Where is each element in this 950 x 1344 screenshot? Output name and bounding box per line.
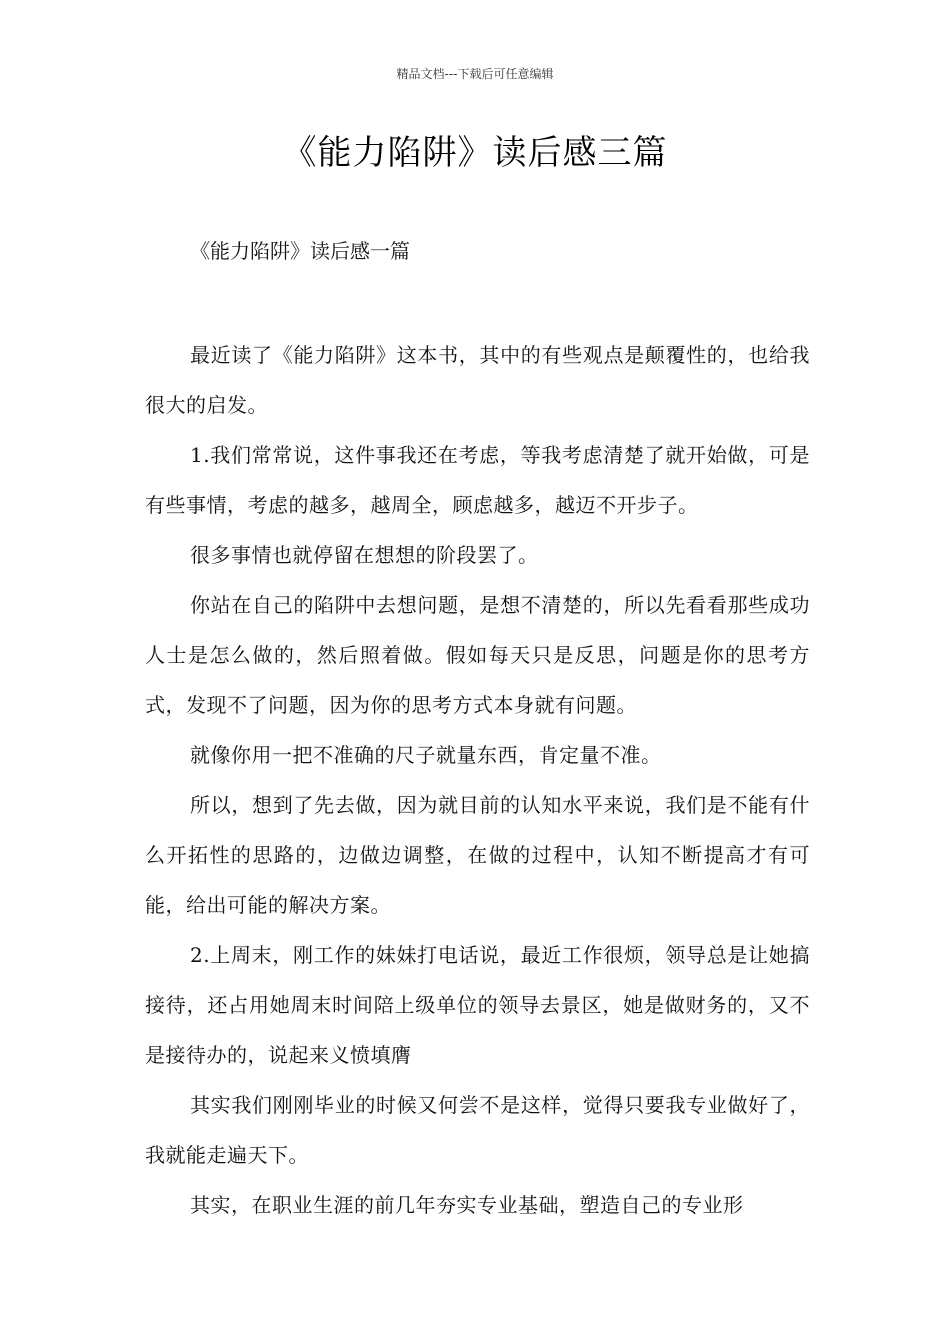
paragraph: 就像你用一把不准确的尺子就量东西，肯定量不准。 <box>190 743 662 767</box>
document-body <box>145 330 810 1230</box>
document-title: 《能力陷阱》读后感三篇 <box>282 133 668 173</box>
paragraph: 你站在自己的陷阱中去想问题，是想不清楚的，所以先看看那些成功人士是怎么做的，然后照着做。假如每天只是反思，问题是你的思考方式，发现不了问题，因为你的思考方式本身就有问题。 <box>145 593 810 717</box>
header-note: 精品文档---下载后可任意编辑 <box>396 67 554 81</box>
section-title: 《能力陷阱》读后感一篇 <box>190 239 410 263</box>
paragraph: 其实，在职业生涯的前几年夯实专业基础，塑造自己的专业形 <box>190 1193 744 1217</box>
paragraph: 所以，想到了先去做，因为就目前的认知水平来说，我们是不能有什么开拓性的思路的，边做边调整，在做的过程中，认知不断提高才有可能，给出可能的解决方案。 <box>145 793 810 917</box>
paragraph: 最近读了《能力陷阱》这本书，其中的有些观点是颠覆性的，也给我很大的启发。 <box>145 343 810 417</box>
paragraph: 其实我们刚刚毕业的时候又何尝不是这样，觉得只要我专业做好了，我就能走遍天下。 <box>145 1093 810 1167</box>
paragraph: 很多事情也就停留在想想的阶段罢了。 <box>190 543 539 567</box>
paragraph: 2.上周末，刚工作的妹妹打电话说，最近工作很烦，领导总是让她搞接待，还占用她周末时间陪上级单位的领导去景区，她是做财务的，又不是接待办的，说起来义愤填膺 <box>145 943 810 1067</box>
paragraph: 1.我们常常说，这件事我还在考虑，等我考虑清楚了就开始做，可是有些事情，考虑的越多，越周全，顾虑越多，越迈不开步子。 <box>145 443 810 517</box>
